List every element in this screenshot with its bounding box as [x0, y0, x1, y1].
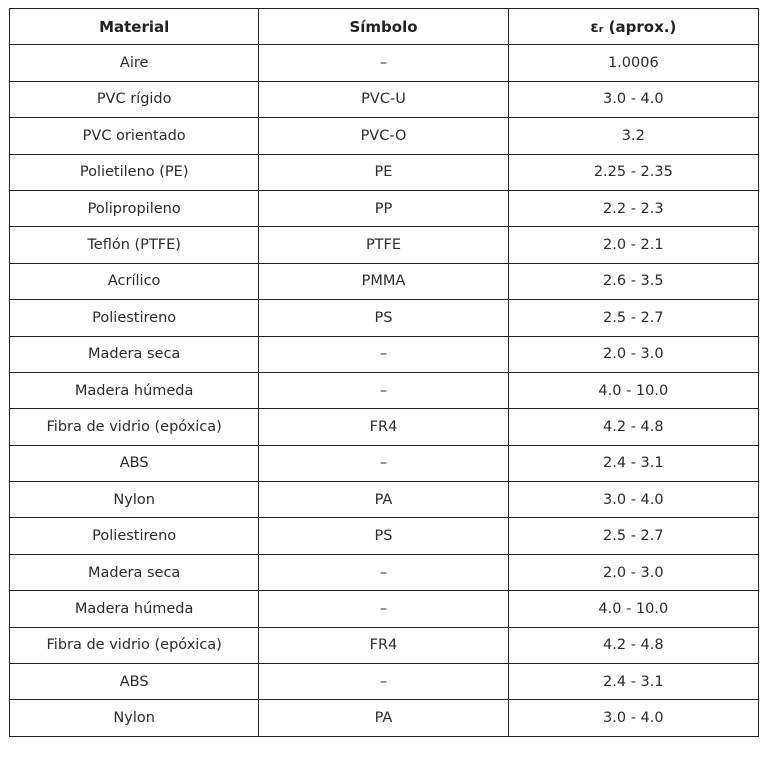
permittivity-cell: 2.4 - 3.1 [508, 445, 758, 481]
material-cell: Madera húmeda [10, 372, 259, 408]
permittivity-cell: 1.0006 [508, 45, 758, 81]
permittivity-cell: 2.2 - 2.3 [508, 190, 758, 226]
header-material: Material [10, 9, 259, 45]
permittivity-table [9, 8, 759, 737]
symbol-cell: PS [259, 300, 508, 336]
table-row [10, 336, 759, 372]
permittivity-cell: 2.5 - 2.7 [508, 300, 758, 336]
symbol-cell: PP [259, 190, 508, 226]
symbol-cell: FR4 [259, 627, 508, 663]
symbol-cell: PMMA [259, 263, 508, 299]
material-cell: Fibra de vidrio (epóxica) [10, 409, 259, 445]
symbol-cell: PE [259, 154, 508, 190]
table-body [10, 45, 759, 736]
material-cell: Madera seca [10, 554, 259, 590]
table-row [10, 627, 759, 663]
table-row [10, 664, 759, 700]
permittivity-cell: 3.0 - 4.0 [508, 700, 758, 736]
permittivity-cell: 4.0 - 10.0 [508, 591, 758, 627]
symbol-cell: – [259, 445, 508, 481]
symbol-cell: – [259, 372, 508, 408]
table-row [10, 45, 759, 81]
symbol-cell: – [259, 664, 508, 700]
material-cell: Aire [10, 45, 259, 81]
table-row [10, 518, 759, 554]
symbol-cell: PVC-U [259, 81, 508, 117]
permittivity-cell: 2.25 - 2.35 [508, 154, 758, 190]
table-header-row [10, 9, 759, 45]
permittivity-cell: 4.0 - 10.0 [508, 372, 758, 408]
material-cell: Poliestireno [10, 300, 259, 336]
permittivity-cell: 2.0 - 3.0 [508, 336, 758, 372]
material-cell: ABS [10, 445, 259, 481]
symbol-cell: PS [259, 518, 508, 554]
material-cell: PVC orientado [10, 118, 259, 154]
material-cell: ABS [10, 664, 259, 700]
table-row [10, 482, 759, 518]
table-row [10, 554, 759, 590]
table-row [10, 81, 759, 117]
table-row [10, 227, 759, 263]
table-row [10, 263, 759, 299]
permittivity-cell: 3.2 [508, 118, 758, 154]
header-permittivity: εᵣ (aprox.) [508, 9, 758, 45]
permittivity-cell: 2.5 - 2.7 [508, 518, 758, 554]
permittivity-cell: 3.0 - 4.0 [508, 482, 758, 518]
table-row [10, 190, 759, 226]
symbol-cell: – [259, 554, 508, 590]
permittivity-cell: 2.0 - 2.1 [508, 227, 758, 263]
symbol-cell: PVC-O [259, 118, 508, 154]
symbol-cell: – [259, 336, 508, 372]
table-row [10, 372, 759, 408]
permittivity-cell: 3.0 - 4.0 [508, 81, 758, 117]
material-cell: Nylon [10, 482, 259, 518]
table-row [10, 409, 759, 445]
material-cell: Teflón (PTFE) [10, 227, 259, 263]
material-cell: Polietileno (PE) [10, 154, 259, 190]
table-row [10, 118, 759, 154]
material-cell: Acrílico [10, 263, 259, 299]
material-cell: PVC rígido [10, 81, 259, 117]
material-cell: Madera seca [10, 336, 259, 372]
material-cell: Poliestireno [10, 518, 259, 554]
material-cell: Polipropileno [10, 190, 259, 226]
material-cell: Fibra de vidrio (epóxica) [10, 627, 259, 663]
table-row [10, 300, 759, 336]
symbol-cell: – [259, 45, 508, 81]
table-row [10, 154, 759, 190]
table-row [10, 445, 759, 481]
material-cell: Nylon [10, 700, 259, 736]
permittivity-cell: 4.2 - 4.8 [508, 409, 758, 445]
symbol-cell: FR4 [259, 409, 508, 445]
permittivity-cell: 2.4 - 3.1 [508, 664, 758, 700]
table-row [10, 591, 759, 627]
symbol-cell: PA [259, 482, 508, 518]
permittivity-cell: 4.2 - 4.8 [508, 627, 758, 663]
symbol-cell: – [259, 591, 508, 627]
permittivity-cell: 2.0 - 3.0 [508, 554, 758, 590]
symbol-cell: PA [259, 700, 508, 736]
permittivity-cell: 2.6 - 3.5 [508, 263, 758, 299]
material-cell: Madera húmeda [10, 591, 259, 627]
table-row [10, 700, 759, 736]
symbol-cell: PTFE [259, 227, 508, 263]
header-symbol: Símbolo [259, 9, 508, 45]
